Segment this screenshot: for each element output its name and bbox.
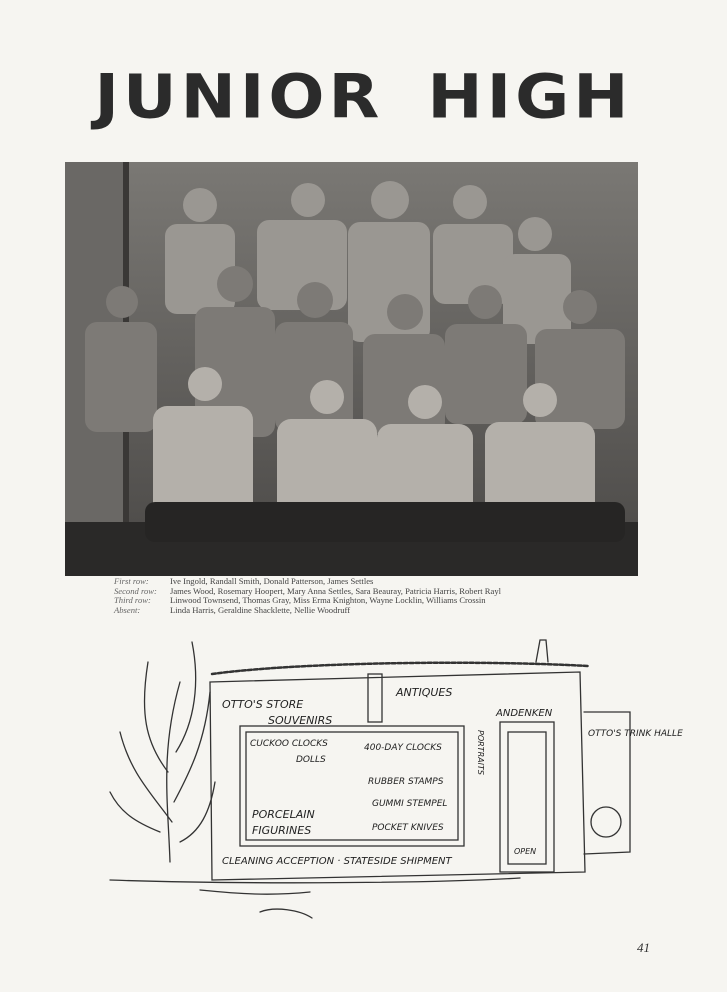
title-word-high: HIGH <box>427 61 633 133</box>
sketch-open-sign: OPEN <box>514 847 537 856</box>
page-title <box>0 61 727 135</box>
store-sketch-drawing <box>100 622 683 930</box>
photo-captions <box>114 577 634 615</box>
sketch-footer-line: CLEANING ACCEPTION · STATESIDE SHIPMENT <box>222 856 452 867</box>
class-group-photo <box>65 162 638 576</box>
sketch-gummi-stempel: GUMMI STEMPEL <box>372 799 448 809</box>
caption-label: Absent: <box>114 604 141 615</box>
title-word-junior: JUNIOR <box>94 61 384 133</box>
sketch-trink-halle: OTTO'S TRINK HALLE <box>588 729 683 739</box>
caption-names: Linwood Townsend, Thomas Gray, Miss Erma Knighton, Wayne Locklin, Williams Crossin <box>170 595 486 606</box>
sketch-souvenirs: SOUVENIRS <box>268 714 333 727</box>
sketch-porcelain: PORCELAIN <box>252 808 315 821</box>
caption-names: Linda Harris, Geraldine Shacklette, Nellie Woodruff <box>170 604 351 615</box>
sketch-store-name: OTTO'S STORE <box>222 698 304 711</box>
group-photo-image <box>65 162 638 576</box>
sketch-rubber-stamps: RUBBER STAMPS <box>368 777 444 787</box>
sketch-figurines: FIGURINES <box>252 824 312 837</box>
caption-names: Ive Ingold, Randall Smith, Donald Patterson, James Settles <box>170 576 374 586</box>
sketch-day-clocks: 400-DAY CLOCKS <box>364 743 442 753</box>
store-sketch-illustration <box>100 622 683 930</box>
sketch-cuckoo-clocks: CUCKOO CLOCKS <box>250 739 328 749</box>
caption-label: Second row: <box>114 585 157 596</box>
sketch-dolls: DOLLS <box>296 755 326 765</box>
caption-label: Third row: <box>114 595 151 606</box>
caption-label: First row: <box>114 576 149 586</box>
page-number: 41 <box>637 940 650 955</box>
caption-names: James Wood, Rosemary Hoopert, Mary Anna Settles, Sara Beauray, Patricia Harris, Robert Rayl <box>170 585 502 596</box>
sketch-antiques: ANTIQUES <box>396 686 453 699</box>
sketch-andenken: ANDENKEN <box>496 708 553 719</box>
sketch-portraits: PORTRAITS <box>476 730 485 775</box>
caption-absent-row <box>114 606 634 616</box>
sketch-pocket-knives: POCKET KNIVES <box>372 823 444 833</box>
